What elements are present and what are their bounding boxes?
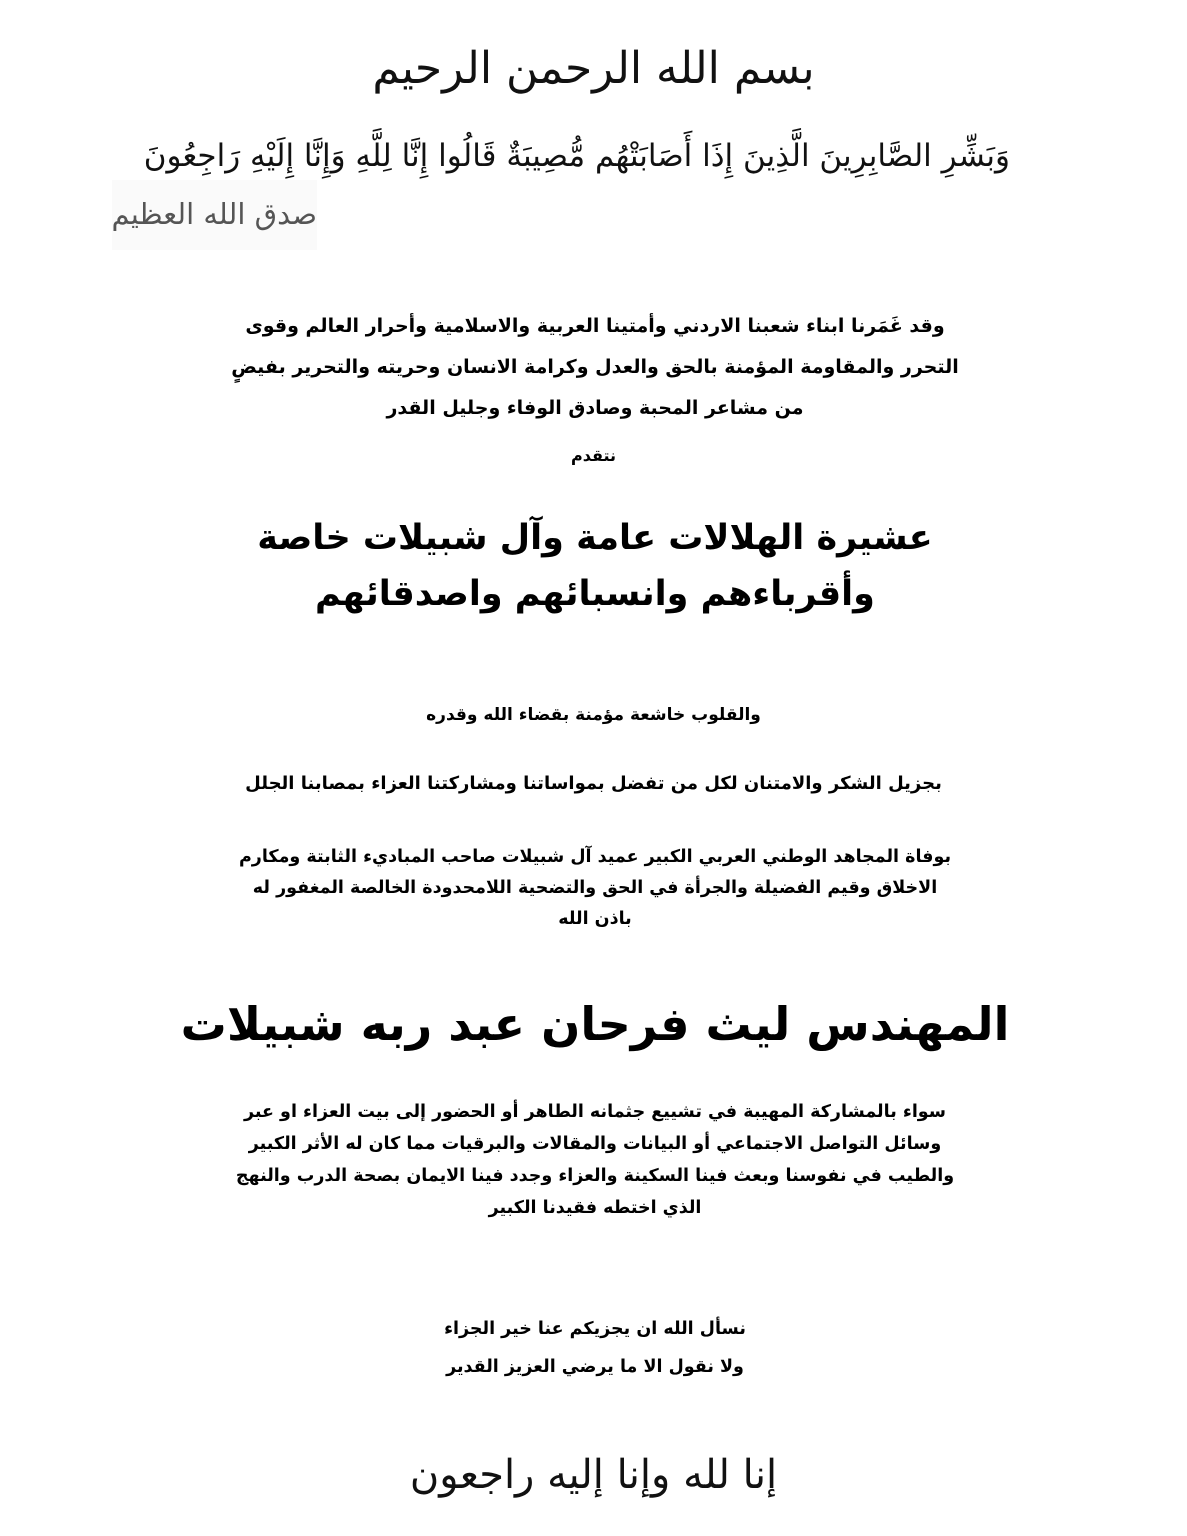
family-line: عشيرة الهلالات عامة وآل شبيلات خاصة: [257, 518, 933, 558]
thanks-line: بجزيل الشكر والامتنان لكل من تفضل بمواساتنا ومشاركتنا العزاء بمصابنا الجلل: [245, 773, 942, 794]
prayer-paragraph: [300, 1310, 890, 1386]
death-line: باذن الله: [558, 909, 632, 929]
sadaq-calligraphy: صدق الله العظيم: [111, 197, 317, 231]
prayer-line: ولا نقول الا ما يرضي العزيز القدير: [446, 1357, 744, 1377]
intro-line: وقد غَمَرنا ابناء شعبنا الاردني وأمتينا العربية والاسلامية وأحرار العالم وقوى: [245, 315, 945, 337]
death-paragraph: [160, 842, 1030, 935]
closing-line: الذي اختطه فقيدنا الكبير: [488, 1198, 702, 1218]
basmala-calligraphy: بسم الله الرحمن الرحيم: [372, 43, 815, 94]
intro-paragraph: [170, 306, 1020, 429]
family-line: وأقرباءهم وانسبائهم واصدقائهم: [315, 574, 875, 614]
closing-line: والطيب في نفوسنا وبعث فينا السكينة والعزاء وجدد فينا الايمان بصحة الدرب والنهج: [235, 1166, 955, 1186]
intro-line: من مشاعر المحبة وصادق الوفاء وجليل القدر: [386, 397, 804, 419]
closing-paragraph: [150, 1096, 1040, 1224]
death-line: الاخلاق وقيم الفضيلة والجرأة في الحق والتضحية اللامحدودة الخالصة المغفور له: [252, 878, 938, 898]
intro-line: التحرر والمقاومة المؤمنة بالحق والعدل وكرامة الانسان وحريته والتحرير بفيضٍ: [231, 356, 959, 378]
closing-line: سواء بالمشاركة المهيبة في تشييع جثمانه الطاهر أو الحضور إلى بيت العزاء او عبر: [243, 1102, 946, 1122]
family-heading: [160, 510, 1030, 622]
inna-calligraphy: إنا لله وإنا إليه راجعون: [409, 1452, 778, 1498]
deceased-name: المهندس ليث فرحان عبد ربه شبيلات: [180, 997, 1010, 1051]
death-line: بوفاة المجاهد الوطني العربي الكبير عميد آل شبيلات صاحب المباديء الثابتة ومكارم: [238, 847, 952, 867]
hearts-line: والقلوب خاشعة مؤمنة بقضاء الله وقدره: [426, 705, 761, 725]
prayer-line: نسأل الله ان يجزيكم عنا خير الجزاء: [444, 1319, 746, 1339]
quran-verse: وَبَشِّرِ الصَّابِرِينَ الَّذِينَ إِذَا أَصَابَتْهُم مُّصِيبَةٌ قَالُوا إِنَّا لِلَّهِ وَإِنَّا إِلَيْهِ رَاجِعُونَ: [143, 138, 1010, 174]
natqaddam-text: نتقدم: [570, 446, 617, 465]
closing-line: وسائل التواصل الاجتماعي أو البيانات والمقالات والبرقيات مما كان له الأثر الكبير: [248, 1134, 942, 1154]
